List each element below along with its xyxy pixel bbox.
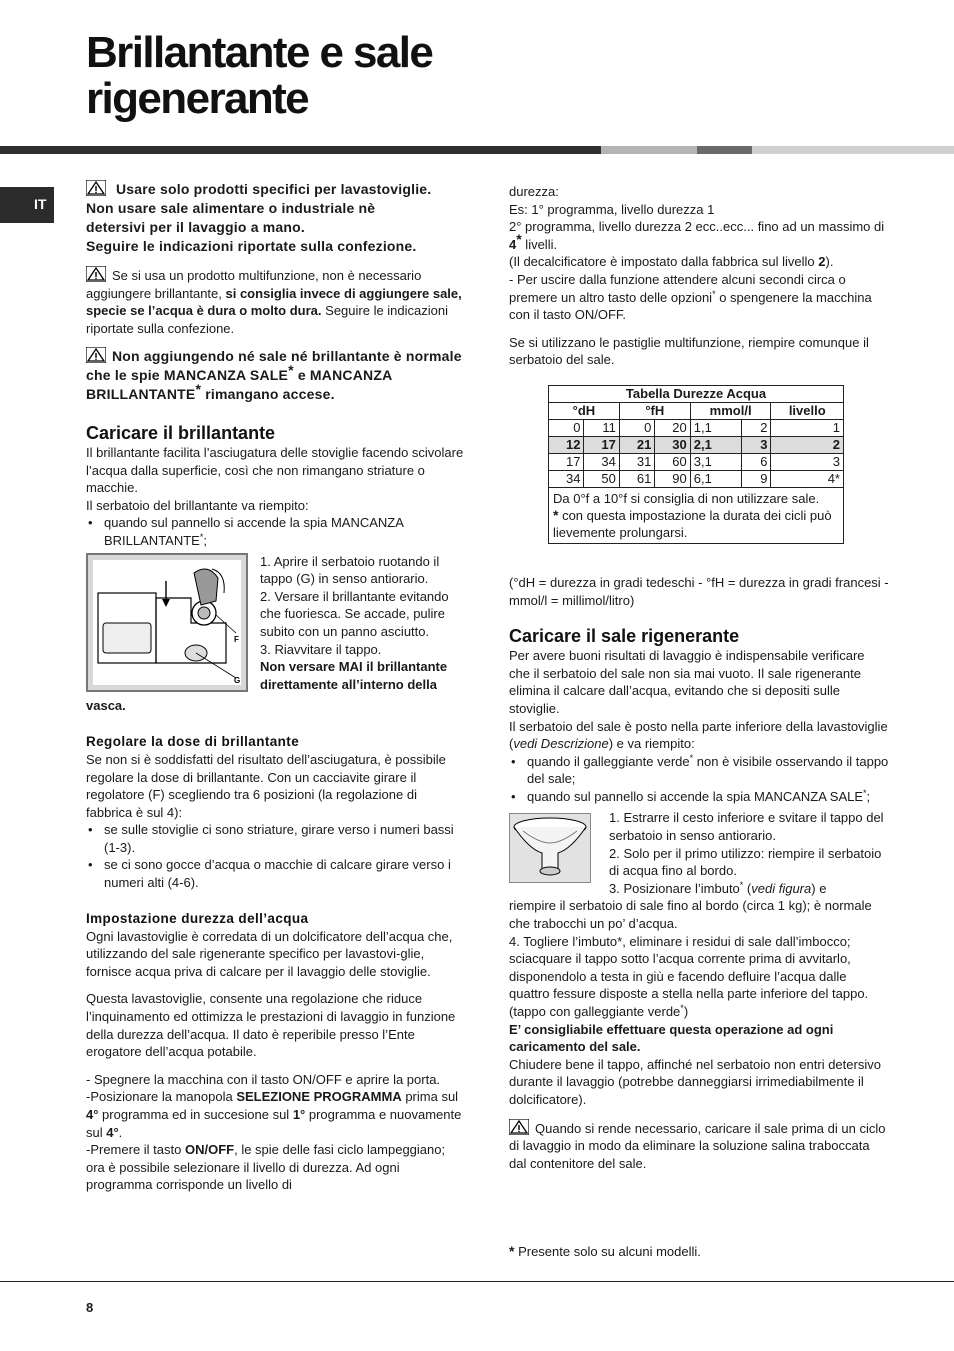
brill-paragraph-2: Il serbatoio del brillantante va riempito: [86, 497, 309, 513]
right-column: durezza: Es: 1° programma, livello durezza 1 2° programma, livello durezza 2 ecc..ecc... fino ad un massimo di 4* livelli. (Il decalcificatore è impostato dalla fabbrica sul livello 2). - Per uscire dalla funzione attendere alcuni secondi circa o premere un altro tasto delle opzioni* o spengenere la macchina con il tasto ON/OFF. Se si utilizzano le pastiglie multifunzione, riempire comunque il serbatoio del sale. Tabella Durezze Acqua °dH °fH mmol/l livello 0 11 0 20 1,1 2 1 12 17 21 30 2,1 3 2 17 34 31 60 3,1 6 3 34 50 61 90 6,1 9 4* Da 0°f a 10°f si consiglia di non utilizzare sale. * con questa impostazione la durata dei cicli può lievemente prolungarsi. (°dH = durezza in gradi tedeschi - °fH = durezza in gradi francesi - mmol/l = millimol/litro) Caricare il sale rigenerante Per avere buoni risultati di lavaggio è indispensabile verificare che il serbatoio del sale non sia mai vuoto. Il sale rigenerante elimina il calcare dall’acqua, evitando che si depositi sulle stoviglie. Il serbatoio del sale è posto nella parte inferiore della lavastoviglie (vedi Descrizione) e va riempito: • quando il galleggiante verde* non è visibile osservando il tappo del sale; • quando sul pannello si accende la spia MANCANZA SALE*; 1. Estrarre il cesto inferiore e svitare il tappo del serbatoio in senso antiorario. 2. Solo per il primo utilizzo: riempire il serbatoio di acqua fino al bordo. 3. Posizionare l’imbuto* (vedi figura) e riempire il serbatoio di sale fino al bordo (circa 1 kg); è normale che trabocchi un po’ d’acqua. 4. Togliere l’imbuto*, eliminare i residui di sale dall’imboccο; sciacquare il tappo sotto l’acqua corrente prima di avvitarlo, disponendolo a testa in giù e facendo defluire l’acqua dalle quattro fessure disposte a stella nella parte inferiore del tappo. (tappo con galleggiante verde*) E’ consigliabile effettuare questa operazione ad ogni caricamento del sale. Chiudere bene il tappo, affinché nel serbatoio non entri detersivo durante il lavaggio (potrebbe danneggiarsi irrimediabilmente il dolcificatore). Quando si rende necessario, caricare il sale prima di un ciclo di lavaggio in modo da eliminare la soluzione salina traboccata dal contenitore del sale. [509, 183, 889, 1172]
rinse-aid-illustration [86, 553, 248, 692]
table-header: mmol/l [690, 402, 771, 419]
brillantante-figure-row [86, 553, 464, 694]
brill-paragraph-1: Il brillantante facilita l’asciugatura delle stoviglie facendo scivolare l’acqua dalla superficie, così che non rimangano striature o macchie. [86, 445, 464, 496]
hardness-legend: (°dH = durezza in gradi tedeschi - °fH = durezza in gradi francesi - mmol/l = millimol/litro) [509, 574, 889, 608]
left-column: Usare solo prodotti specifici per lavastoviglie. Non usare sale alimentare o industriale nè detersivi per il lavaggio a mano. Seguire le indicazioni riportate sulla confezione. Se si usa un prodotto multifunzione, non è necessario aggiungere brillantante, si consiglia invece di aggiungere sale, specie se l’acqua è dura o molto dura. Seguire le indicazioni riportate sulla confezione. Non aggiungendo né sale né brillantante è normale che le spie MANCANZA SALE* e MANCANZA BRILLANTANTE* rimangano accese. Caricare il brillantante Il brillantante facilita l’asciugatura delle stoviglie facendo scivolare l’acqua dalla superficie, così che non rimangano striature o macchie. Il serbatoio del brillantante va riempito: • quando sul pannello si accende la spia MANCANZA BRILLANTANTE*; F G 1. Aprire il serbatoio ruotando il tappo (G) in senso antiorario. 2. Versare il brillantante evitando che fuoriesca. Se accade, pulire subito con un panno asciutto. 3. Riavvitare il tappo. Non versare MAI il brillantante direttamente all’interno della vasca. Regolare la dose di brillantante Se non si è soddisfatti del risultato dell’asciugatura, è possibile regolare la dose di brillantante. Con un cacciavite girare il regolatore (F) scegliendo tra 6 posizioni (la regolazione di fabbrica è sul 4): • se sulle stoviglie ci sono striature, girare verso i numeri bassi (1-3). • se ci sono gocce d’acqua o macchie di calcare girare verso i numeri alti (4-6). Impostazione durezza dell’acqua Ogni lavastoviglie è corredata di un dolcificatore dell’acqua che, utilizzando del sale rigenerante specifico per lavastovi-glie, fornisce acqua priva di calcare per il lavaggio delle stoviglie. Questa lavastoviglie, consente una regolazione che riduce l’inquinamento ed ottimizza le prestazioni di lavaggio in funzione della durezza dell’acqua. Il dato è reperibile presso l’Ente erogatore dell’acqua potabile. - Spegnere la macchina con il tasto ON/OFF e aprire la porta. -Posizionare la manopola SELEZIONE PROGRAMMA prima sul 4° programma ed in succesione sul 1° programma e nuovamente sul 4°. -Premere il tasto ON/OFF, le spie delle fasi ciclo lampeggiano; ora è possibile selezionare il livello di durezza. Ad ogni programma corrisponde un livello di [86, 180, 464, 1194]
table-header: livello [771, 402, 844, 419]
salt-warning: Quando si rende necessario, caricare il sale prima di un ciclo di lavaggio in modo da eliminare la soluzione salina traboccata dal contenitore del sale. [509, 1120, 886, 1171]
durezza-paragraph-1: Ogni lavastoviglie è corredata di un dolcificatore dell’acqua che, utilizzando del sale rigenerante specifico per lavastovi-glie, fornisce acqua priva di calcare per il lavaggio delle stoviglie. [86, 928, 453, 979]
heading-regolare-dose: Regolare la dose di brillantante [86, 733, 300, 749]
footer-rule [0, 1281, 954, 1282]
durezza-paragraph-2: Questa lavastoviglie, consente una regolazione che riduce l’inquinamento ed ottimizza le prestazioni di lavaggio in funzione della durezza dell’acqua. Il dato è reperibile presso l’Ente erogatore dell’acqua potabile. [86, 991, 456, 1060]
list-item: • quando sul pannello si accende la spia MANCANZA SALE*; [509, 788, 889, 806]
table-row: 12 17 21 30 2,1 3 2 [549, 436, 844, 453]
header-rule [0, 146, 954, 154]
list-item: • se sulle stoviglie ci sono striature, girare verso i numeri bassi (1-3). [86, 821, 464, 856]
heading-impostazione-durezza: Impostazione durezza dell’acqua [86, 910, 309, 926]
list-item: • quando il galleggiante verde* non è visibile osservando il tappo del sale; [509, 753, 889, 788]
salt-steps: 1. Estrarre il cesto inferiore e svitare il tappo del serbatoio in senso antiorario. 2. Solo per il primo utilizzo: riempire il serbatoio di acqua fino al bordo. 3. Posizionare l’imbuto* (vedi figura) e [609, 810, 884, 896]
table-note: Da 0°f a 10°f si consiglia di non utilizzare sale. * con questa impostazione la durata dei cicli può lievemente prolungarsi. [549, 487, 844, 543]
warning-block-2: Se si usa un prodotto multifunzione, non è necessario aggiungere brillantante, si consiglia invece di aggiungere sale, specie se l’acqua è dura o molto dura. Seguire le indicazioni riportate sulla confezione. [86, 268, 462, 336]
figure-label-f: F [234, 634, 239, 644]
brill-steps: 1. Aprire il serbatoio ruotando il tappo (G) in senso antiorario. 2. Versare il brillantante evitando che fuoriesca. Se accade, pulire subito con un panno asciutto. 3. Riavvitare il tappo. Non versare MAI il brillantante direttamente all’interno della [260, 553, 449, 692]
rinse-aid-figure [86, 553, 248, 692]
brill-list [86, 514, 464, 549]
table-header: °fH [619, 402, 690, 419]
table-row: 0 11 0 20 1,1 2 1 [549, 419, 844, 436]
language-tab: IT [0, 187, 54, 223]
list-item: • se ci sono gocce d’acqua o macchie di calcare girare verso i numeri alti (4-6). [86, 856, 464, 891]
table-row: 34 50 61 90 6,1 9 4* [549, 470, 844, 487]
warning-triangle-icon [86, 180, 106, 196]
durezza-paragraph-5: -Premere il tasto ON/OFF, le spie delle fasi ciclo lampeggiano; ora è possibile selezionare il livello di durezza. Ad ogni programma corrisponde un livello di [86, 1142, 446, 1193]
footnote: * Presente solo su alcuni modelli. [509, 1243, 701, 1259]
table-header: °dH [549, 402, 620, 419]
warning-triangle-icon [86, 347, 106, 363]
warning-block-3: Non aggiungendo né sale né brillantante è normale che le spie MANCANZA SALE* e MANCANZA BRILLANTANTE* rimangano accese. [86, 348, 462, 402]
warning-triangle-icon [86, 266, 106, 282]
table-caption: Tabella Durezze Acqua [549, 385, 844, 402]
sale-list [509, 753, 889, 806]
list-item: • quando sul pannello si accende la spia MANCANZA BRILLANTANTE*; [86, 514, 464, 549]
figure-label-g: G [234, 675, 241, 685]
salt-funnel-figure [509, 813, 591, 883]
salt-funnel-illustration [509, 813, 591, 883]
page-number: 8 [86, 1300, 94, 1315]
durezza-paragraph-3: - Spegnere la macchina con il tasto ON/OFF e aprire la porta. [86, 1071, 441, 1087]
heading-caricare-brillantante: Caricare il brillantante [86, 423, 276, 443]
dose-list [86, 821, 464, 891]
page-title: Brillantante e sale rigenerante [86, 28, 433, 123]
dose-paragraph: Se non si è soddisfatti del risultato dell’asciugatura, è possibile regolare la dose di brillantante. Con un cacciavite girare il regolatore (F) scegliendo tra 6 posizioni (la regolazione di fabbrica è sul 4): [86, 751, 446, 820]
warning-block-1: Usare solo prodotti specifici per lavastoviglie. Non usare sale alimentare o industriale nè detersivi per il lavaggio a mano. Seguire le indicazioni riportate sulla confezione. [86, 181, 432, 254]
table-row: 17 34 31 60 3,1 6 3 [549, 453, 844, 470]
heading-caricare-sale: Caricare il sale rigenerante [509, 626, 740, 647]
hardness-table [548, 385, 844, 544]
salt-figure-row [509, 809, 889, 897]
warning-triangle-icon [509, 1119, 529, 1135]
durezza-paragraph-4: -Posizionare la manopola SELEZIONE PROGRAMMA prima sul 4° programma ed in succesione sul 1° programma e nuovamente sul 4°. [86, 1089, 462, 1140]
